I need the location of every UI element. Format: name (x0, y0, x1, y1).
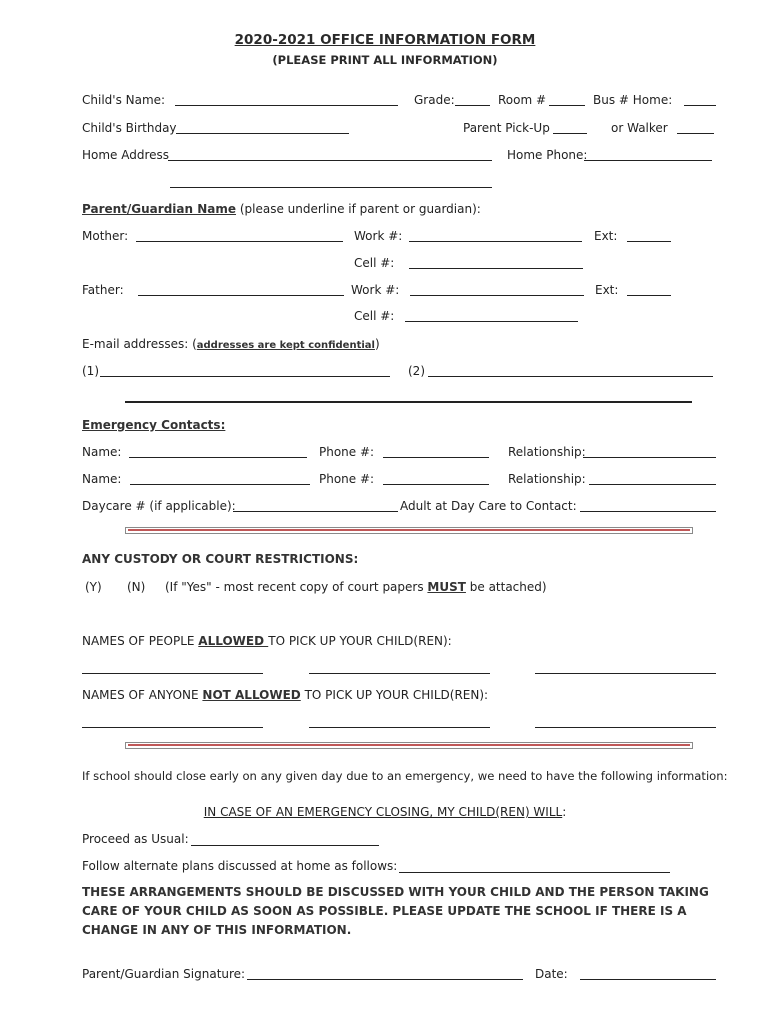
birthday-label: Child's Birthday (82, 121, 177, 135)
date-field[interactable] (580, 979, 716, 980)
father-ext-field[interactable] (627, 295, 671, 296)
emergency-1-name-field[interactable] (129, 457, 307, 458)
email-1-field[interactable] (100, 376, 390, 377)
daycare-label: Daycare # (if applicable): (82, 499, 236, 513)
daycare-field[interactable] (233, 511, 398, 512)
email-2-field[interactable] (428, 376, 713, 377)
pickup-label: Parent Pick-Up (463, 121, 550, 135)
email-confidential-note: addresses are kept confidential (196, 340, 375, 351)
father-work-field[interactable] (410, 295, 584, 296)
custody-note (165, 580, 547, 594)
home-address-label: Home Address (82, 148, 170, 162)
not-allowed-pickup-field-3[interactable] (535, 727, 716, 728)
custody-note-must: MUST (427, 580, 466, 594)
signature-label: Parent/Guardian Signature: (82, 967, 246, 981)
father-cell-field[interactable] (405, 321, 578, 322)
home-address-field[interactable] (168, 160, 492, 161)
bus-label: Bus # Home: (593, 93, 673, 107)
email-1-label: (1) (82, 364, 99, 378)
mother-name-field[interactable] (136, 241, 343, 242)
not-allowed-pickup-heading (82, 688, 488, 702)
section-divider-line (125, 401, 692, 403)
not-allowed-pickup-field-2[interactable] (309, 727, 490, 728)
mother-work-label: Work #: (354, 229, 403, 243)
form-title: 2020-2021 OFFICE INFORMATION FORM (234, 32, 536, 48)
parent-guardian-heading (82, 202, 481, 216)
closing-intro: If school should close early on any given day due to an emergency, we need to have the following information: (82, 769, 728, 783)
email-label-close: ) (374, 337, 380, 351)
closing-heading-colon: : (562, 805, 567, 819)
closing-heading (0, 805, 770, 819)
home-address-field-line-2[interactable] (170, 187, 492, 188)
date-label: Date: (535, 967, 568, 981)
proceed-label: Proceed as Usual: (82, 832, 189, 846)
mother-cell-label: Cell #: (354, 256, 395, 270)
mother-cell-field[interactable] (409, 268, 583, 269)
father-ext-label: Ext: (595, 283, 619, 297)
signature-field[interactable] (247, 979, 523, 980)
custody-note-post: be attached) (465, 580, 547, 594)
daycare-adult-field[interactable] (580, 511, 716, 512)
child-name-field[interactable] (175, 105, 398, 106)
home-phone-label: Home Phone: (507, 148, 588, 162)
custody-heading: ANY CUSTODY OR COURT RESTRICTIONS: (82, 552, 359, 566)
not-allowed-word: NOT ALLOWED (202, 688, 301, 702)
emergency-1-name-label: Name: (82, 445, 122, 459)
allowed-word: ALLOWED (198, 634, 269, 648)
emergency-2-phone-label: Phone #: (319, 472, 375, 486)
room-field[interactable] (549, 105, 585, 106)
arrangements-notice: THESE ARRANGEMENTS SHOULD BE DISCUSSED WITH YOUR CHILD AND THE PERSON TAKING CARE OF YOUR CHILD AS SOON AS POSSIBLE. PLEASE UPDATE THE SCHOOL IF THERE IS A CHANGE IN ANY OF THIS INFORMATION. (82, 885, 709, 937)
allowed-pickup-field-3[interactable] (535, 673, 716, 674)
emergency-2-relationship-field[interactable] (589, 484, 716, 485)
allowed-pickup-field-2[interactable] (309, 673, 490, 674)
walker-field[interactable] (677, 133, 714, 134)
child-name-label: Child's Name: (82, 93, 166, 107)
walker-label: or Walker (611, 121, 668, 135)
not-allowed-post: TO PICK UP YOUR CHILD(REN): (300, 688, 489, 702)
mother-label: Mother: (82, 229, 129, 243)
emergency-contacts-heading: Emergency Contacts: (82, 418, 226, 432)
birthday-field[interactable] (176, 133, 349, 134)
mother-work-field[interactable] (409, 241, 582, 242)
form-subtitle: (PLEASE PRINT ALL INFORMATION) (272, 53, 498, 67)
father-cell-label: Cell #: (354, 309, 395, 323)
custody-yes-option[interactable]: (Y) (85, 580, 102, 594)
custody-note-pre: (If "Yes" - most recent copy of court papers (165, 580, 428, 594)
mother-ext-field[interactable] (627, 241, 671, 242)
alternate-plans-field[interactable] (399, 872, 670, 873)
bus-field[interactable] (684, 105, 716, 106)
section-separator-2 (125, 742, 693, 749)
not-allowed-pickup-field-1[interactable] (82, 727, 263, 728)
emergency-2-name-label: Name: (82, 472, 122, 486)
room-label: Room # (498, 93, 547, 107)
proceed-field[interactable] (191, 845, 379, 846)
father-name-field[interactable] (138, 295, 344, 296)
father-work-label: Work #: (351, 283, 400, 297)
emergency-2-name-field[interactable] (130, 484, 310, 485)
emergency-1-phone-label: Phone #: (319, 445, 375, 459)
grade-label: Grade: (414, 93, 455, 107)
emergency-1-relationship-field[interactable] (583, 457, 716, 458)
daycare-adult-label: Adult at Day Care to Contact: (400, 499, 577, 513)
pickup-field[interactable] (553, 133, 587, 134)
parent-guardian-note: (please underline if parent or guardian): (236, 202, 481, 216)
emergency-1-relationship-label: Relationship: (508, 445, 586, 459)
parent-guardian-name-heading: Parent/Guardian Name (82, 202, 237, 216)
grade-field[interactable] (455, 105, 490, 106)
custody-no-option[interactable]: (N) (127, 580, 146, 594)
allowed-pickup-heading (82, 634, 452, 648)
email-heading (82, 337, 380, 353)
allowed-post: TO PICK UP YOUR CHILD(REN): (268, 634, 452, 648)
section-separator-1 (125, 527, 693, 534)
email-2-label: (2) (408, 364, 425, 378)
not-allowed-pre: NAMES OF ANYONE (82, 688, 203, 702)
allowed-pickup-field-1[interactable] (82, 673, 263, 674)
closing-heading-text: IN CASE OF AN EMERGENCY CLOSING, MY CHILD(REN) WILL (203, 805, 563, 819)
mother-ext-label: Ext: (594, 229, 618, 243)
alternate-plans-label: Follow alternate plans discussed at home as follows: (82, 859, 398, 873)
emergency-2-phone-field[interactable] (383, 484, 489, 485)
emergency-1-phone-field[interactable] (383, 457, 489, 458)
allowed-pre: NAMES OF PEOPLE (82, 634, 199, 648)
home-phone-field[interactable] (584, 160, 712, 161)
father-label: Father: (82, 283, 124, 297)
email-label: E-mail addresses: ( (82, 337, 197, 351)
emergency-2-relationship-label: Relationship: (508, 472, 586, 486)
